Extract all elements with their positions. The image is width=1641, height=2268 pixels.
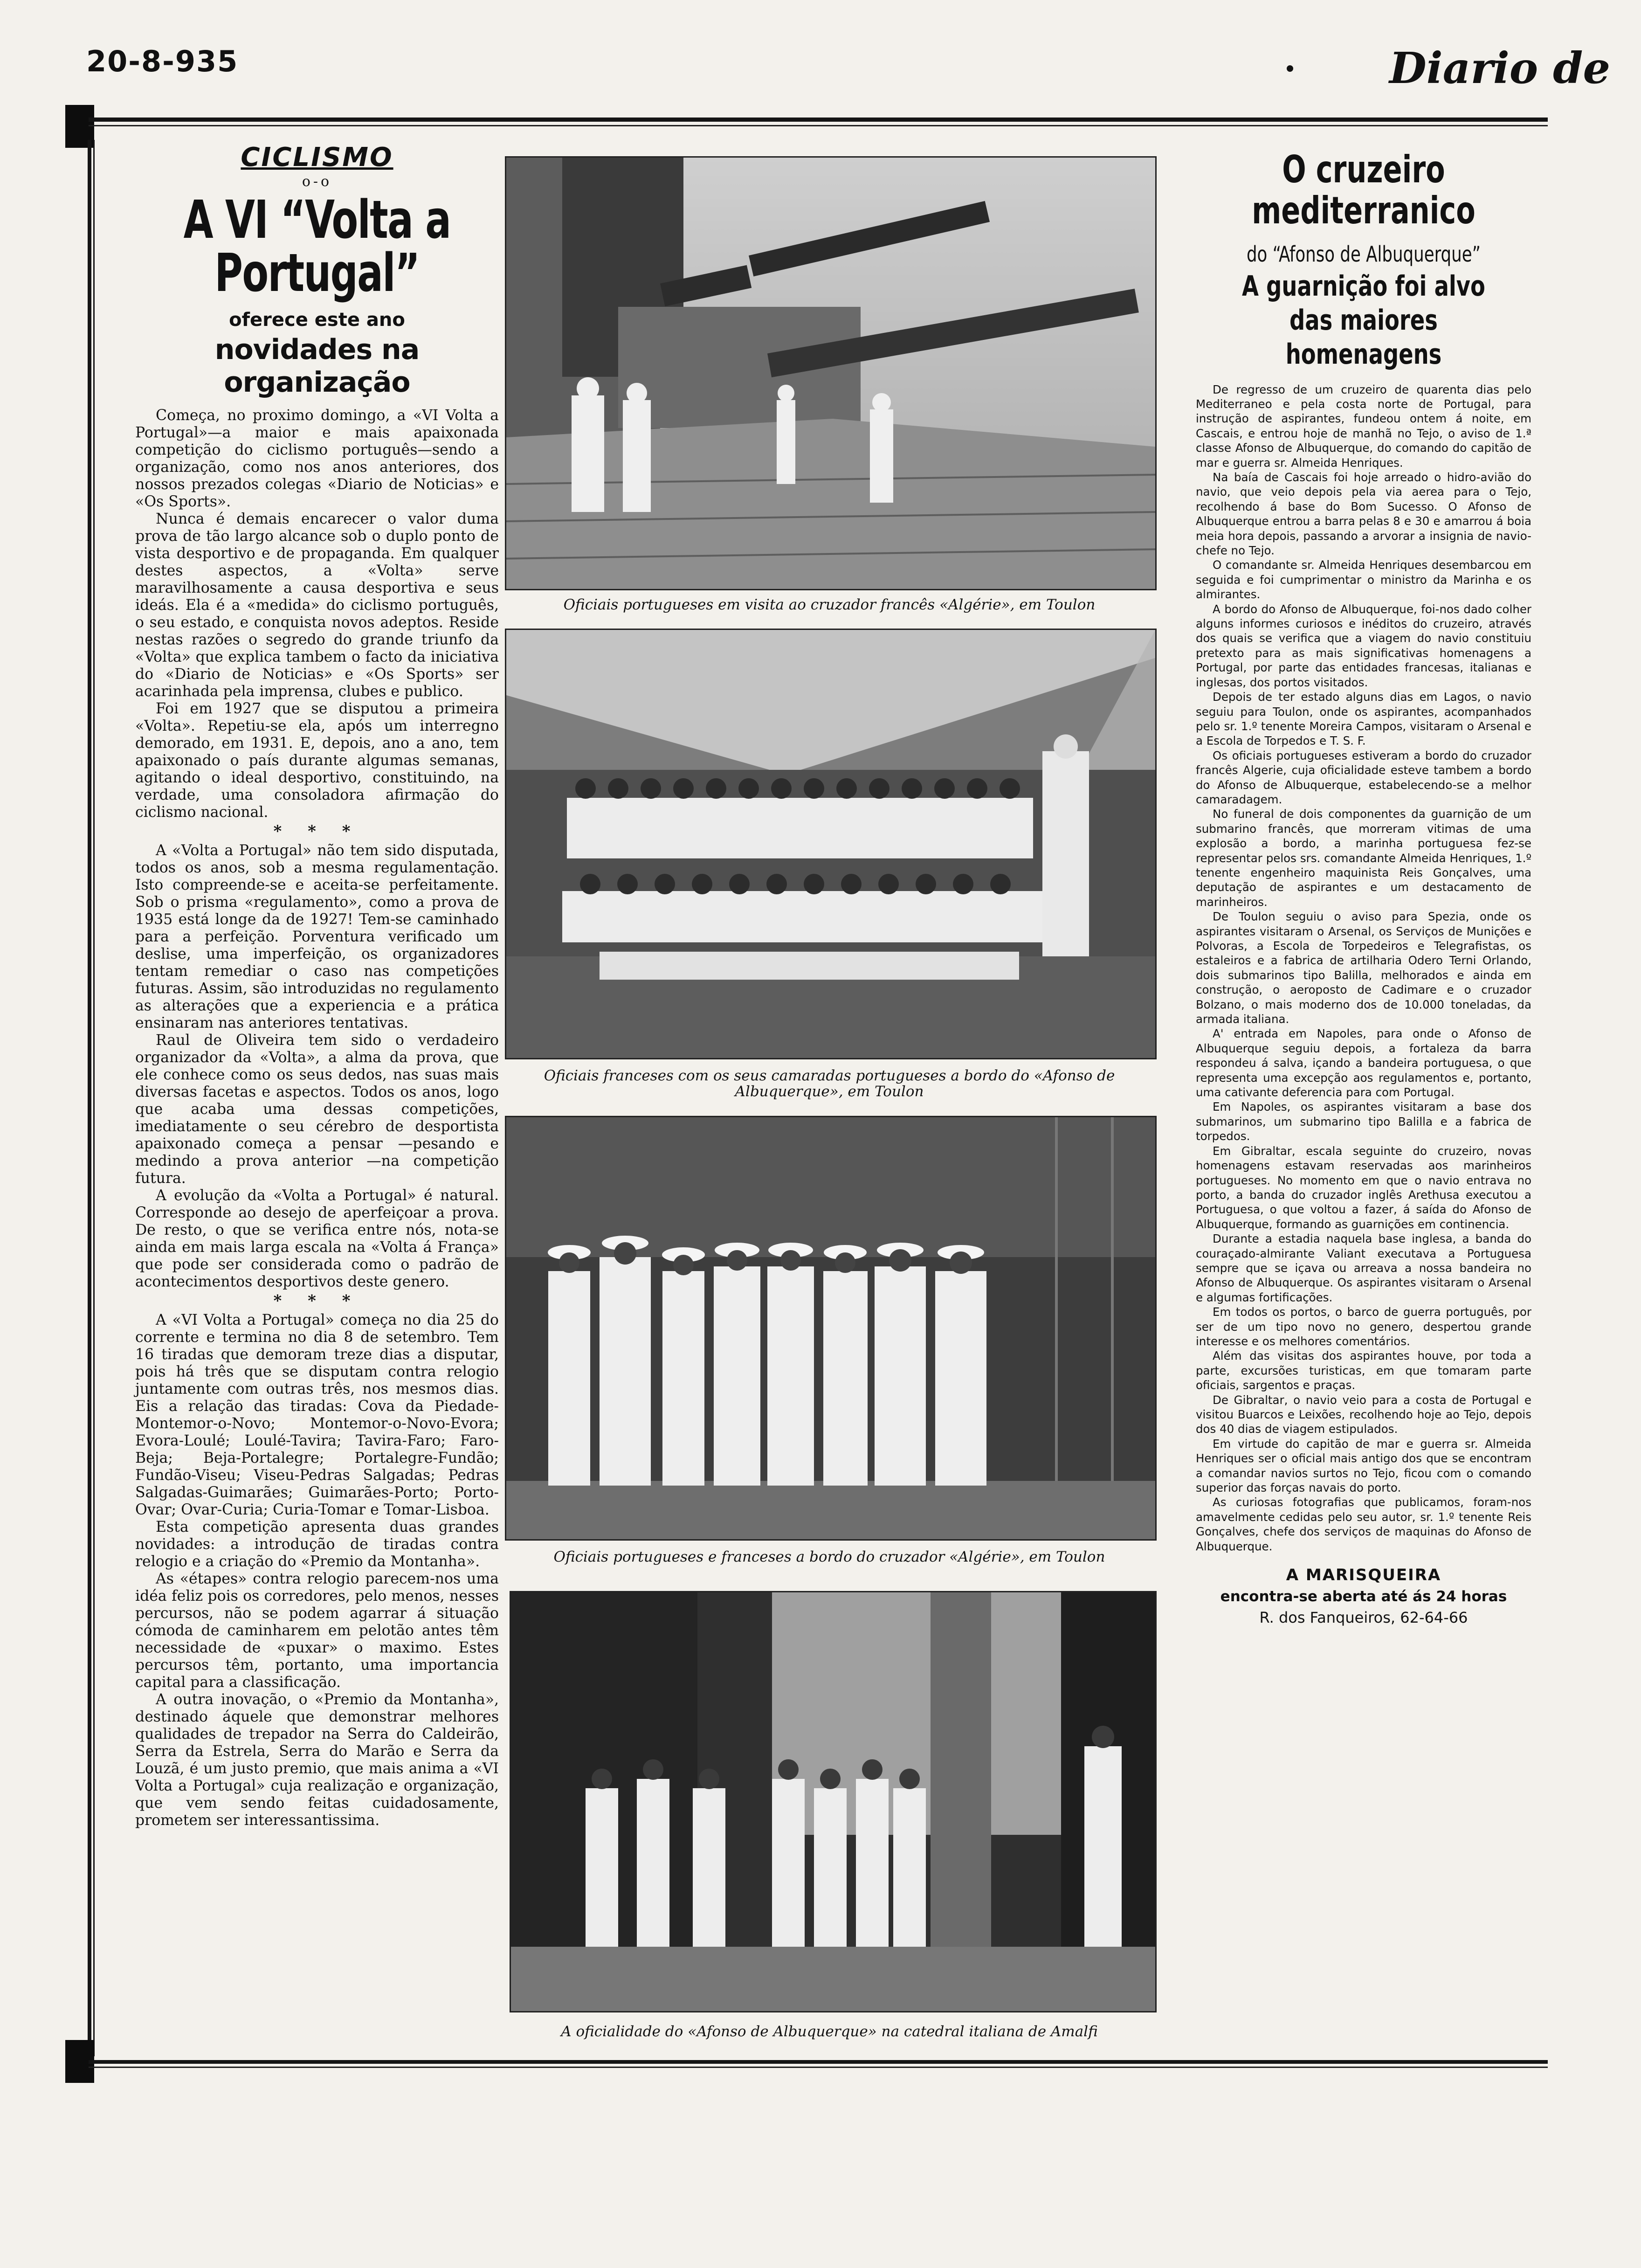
paragraph: Foi em 1927 que se disputou a primeira «Volta». Repetiu-se ela, após um interregno demorado, em 1931. E, depois, ano a ano, tem apaixonado o país durante algumas semanas, agitando o ideal desportivo, constituindo, na verdade, uma consoladora afirmação do ciclismo nacional. [135, 700, 499, 821]
paragraph: Os oficiais portugueses estiveram a bordo do cruzador francês Algerie, cuja oficialidade esteve tambem a bordo do Afonso de Albuquerque, estabelecendo-se a melhor camaradagem. [1196, 748, 1531, 806]
paragraph: A «VI Volta a Portugal» começa no dia 25 do corrente e termina no dia 8 de setembro. Tem 16 tiradas que demoram treze dias a disputar, pois há três que se disputam contra relogio juntamente com outras três, nos mesmos dias. Eis a relação das tiradas: Cova da Piedade-Montemor-o-Novo; Montemor-o-Novo-Evora; Evora-Loulé; Loulé-Tavira; Tavira-Faro; Faro-Beja; Beja-Portalegre; Portalegre-Fundão; Fundão-Viseu; Viseu-Pedras Salgadas; Pedras Salgadas-Guimarães; Guimarães-Porto; Porto-Ovar; Ovar-Curia; Curia-Tomar e Tomar-Lisboa. [135, 1312, 499, 1519]
ad-address: R. dos Fanqueiros, 62-64-66 [1259, 1609, 1468, 1627]
ad-hours: encontra-se aberta até ás 24 horas [1220, 1588, 1507, 1605]
paragraph: A outra inovação, o «Premio da Montanha», destinado áquele que demonstrar melhores qualidades de trepador na Serra do Caldeirão, Serra da Estrela, Serra do Marão e Serra da Louzã, é um justo premio, que mais anima a «VI Volta a Portugal» cuja realização e organização, que vem sendo feitas cuidadosamente, prometem ser interessantissima. [135, 1691, 499, 1829]
top-rule [89, 118, 1548, 122]
article-headline-secondary: A guarnição foi alvo das maiores homenagens [1242, 270, 1485, 371]
paragraph: Nunca é demais encarecer o valor duma prova de tão largo alcance sob o duplo ponto de vista desportivo e de propaganda. Em qualquer destes aspectos, a «Volta» serve maravilhosamente a causa desportiva e seus ideás. Ela é a «medida» do ciclismo português, o seu estado, e conquista novos adeptos. Reside nestas razões o segredo do grande triunfo da «Volta» que explica tambem o facto da iniciativa do «Diario de Noticias» e «Os Sports» ser acarinhada pela imprensa, clubes e publico. [135, 511, 499, 700]
paragraph: De Toulon seguiu o aviso para Spezia, onde os aspirantes visitaram o Arsenal, os Serviços de Munições e Polvoras, a Escola de Torpedeiros e Telegrafistas, os estaleiros e a fabrica de artilharia Odero Terni Orlando, dois submarinos tipo Balilla, melhorados e ainda em construção, o aeroposto de Cadimare e o cruzador Bolzano, o mais moderno dos de 10.000 toneladas, da armada italiana. [1196, 910, 1531, 1026]
photo-officers-lineup [505, 1116, 1157, 1541]
photo-cruiser-deck [505, 156, 1157, 590]
bottom-rule-thin [89, 2067, 1548, 2068]
photo-group-under-awning [505, 629, 1157, 1059]
top-rule-thin [89, 125, 1548, 126]
advertisement [1196, 1566, 1531, 1626]
ornament: o-o [302, 173, 332, 190]
bottom-rule [89, 2060, 1548, 2064]
paragraph: Em Napoles, os aspirantes visitaram a base dos submarinos, um submarino tipo Balilla e a fabrica de torpedos. [1196, 1100, 1531, 1143]
left-vertical-rule [88, 140, 91, 2056]
left-vertical-rule-thin [93, 140, 95, 2056]
section-stars: * * * [273, 822, 361, 841]
photo-caption: Oficiais portugueses e franceses a bordo do cruzador «Algérie», em Toulon [553, 1549, 1105, 1565]
paragraph: Raul de Oliveira tem sido o verdadeiro organizador da «Volta», a alma da prova, que ele conhece como os seus dedos, nas suas mais diversas facetas e aspectos. Todos os anos, logo que acaba uma dessas competições, imediatamente o seu cérebro de desportista apaixonado começa a pensar —pesando e medindo a prova anterior —na competição futura. [135, 1032, 499, 1187]
paragraph: Esta competição apresenta duas grandes novidades: a introdução de tiradas contra relogio e a criação do «Premio da Montanha». [135, 1519, 499, 1570]
article-subhead-large: novidades na organização [214, 333, 420, 399]
article-subhead: do “Afonso de Albuquerque” [1246, 242, 1481, 267]
paragraph: As curiosas fotografias que publicamos, foram-nos amavelmente cedidas pelo seu autor, sr. 1.º tenente Reis Gonçalves, chefe dos serviços de maquinas do Afonso de Albuquerque. [1196, 1495, 1531, 1553]
navy-cruise-article [1196, 149, 1531, 1626]
issue-date: 20-8-935 [86, 44, 239, 78]
article-body [135, 407, 499, 1829]
paragraph: A' entrada em Napoles, para onde o Afonso de Albuquerque seguiu depois, a fortaleza da barra respondeu á salva, içando a bandeira portuguesa, o que representa uma excepção aos regulamentos e, portanto, uma cativante deferencia para com Portugal. [1196, 1027, 1531, 1099]
paragraph: A bordo do Afonso de Albuquerque, foi-nos dado colher alguns informes curiosos e inéditos do cruzeiro, através dos quais se verifica que a viagem do navio constituiu pretexto para as mais significativas homenagens a Portugal, por parte das entidades francesas, italianas e inglesas, dos portos visitados. [1196, 602, 1531, 689]
photo-caption: Oficiais portugueses em visita ao cruzador francês «Algérie», em Toulon [563, 596, 1096, 613]
section-label: CICLISMO [241, 142, 393, 173]
paragraph: A «Volta a Portugal» não tem sido disputada, todos os anos, sob a mesma regulamentação. Isto compreende-se e aceita-se perfeitamente. Sob o prisma «regulamento», como a prova de 1935 está longe da de 1927! Tem-se caminhado para a perfeição. Porventura verificado um deslise, uma imperfeição, os organizadores tentam remediar o caso nas competições futuras. Assim, são introduzidas no regulamento as alterações que a experiencia e a prática ensinaram nas anteriores tentativas. [135, 842, 499, 1032]
separator-dot [1287, 65, 1293, 72]
paragraph: Durante a estadia naquela base inglesa, a banda do couraçado-almirante Valiant executava a Portuguesa sempre que se içava ou arreava a nossa bandeira no Afonso de Albuquerque. Os aspirantes visitaram o Arsenal e algumas fortificações. [1196, 1232, 1531, 1304]
article-subhead-small: oferece este ano [229, 309, 405, 331]
paragraph: De Gibraltar, o navio veio para a costa de Portugal e visitou Buarcos e Leixões, recolhendo hoje ao Tejo, depois dos 40 dias de viagem estipulados. [1196, 1393, 1531, 1436]
paragraph: Além das visitas dos aspirantes houve, por toda a parte, excursões turisticas, em que tomaram parte oficiais, sargentos e praças. [1196, 1349, 1531, 1392]
paragraph: Começa, no proximo domingo, a «VI Volta a Portugal»—a maior e mais apaixonada competição do ciclismo português—sendo a organização, como nos anos anteriores, dos nossos prezados colegas «Diario de Noticias» e «Os Sports». [135, 407, 499, 511]
photo-caption: A oficialidade do «Afonso de Albuquerque» na catedral italiana de Amalfi [561, 2023, 1098, 2040]
paragraph: A evolução da «Volta a Portugal» é natural. Corresponde ao desejo de aperfeiçoar a prova. De resto, o que se verifica entre nós, nota-se ainda em mais larga escala na «Volta á França» que pode ser considerada como o padrão de acontecimentos desportivos deste genero. [135, 1187, 499, 1291]
article-headline: A VI “Volta a Portugal” [183, 190, 451, 304]
paragraph: Depois de ter estado alguns dias em Lagos, o navio seguiu para Toulon, onde os aspirantes, acompanhados pelo sr. 1.º tenente Moreira Campos, visitaram o Arsenal e a Escola de Torpedos e T. S. F. [1196, 690, 1531, 748]
paragraph: De regresso de um cruzeiro de quarenta dias pelo Mediterraneo e pela costa norte de Portugal, para instrução de aspirantes, fundeou ontem á noite, em Cascais, e entrou hoje de manhã no Tejo, o aviso de 1.ª classe Afonso de Albuquerque, do comando do capitão de mar e guerra sr. Almeida Henriques. [1196, 382, 1531, 470]
paragraph: No funeral de dois componentes da guarnição de um submarino francês, que morreram vitimas de uma explosão a bordo, a marinha portuguesa fez-se representar pelos srs. comandante Almeida Henriques, 1.º tenente engenheiro maquinista Reis Gonçalves, uma deputação de aspirantes e um destacamento de marinheiros. [1196, 807, 1531, 909]
newspaper-masthead: Diario de [1389, 43, 1611, 93]
paragraph: O comandante sr. Almeida Henriques desembarcou em seguida e foi cumprimentar o ministro da Marinha e os almirantes. [1196, 558, 1531, 602]
paragraph: Em Gibraltar, escala seguinte do cruzeiro, novas homenagens estavam reservadas aos marinheiros portugueses. No momento em que o navio entrava no porto, a banda do cruzador inglês Arethusa executou a Portuguesa, o que voltou a fazer, á saída do Afonso de Albuquerque, formando as guarnições em continencia. [1196, 1144, 1531, 1231]
photo-cathedral-amalfi [510, 1591, 1157, 2012]
paragraph: As «étapes» contra relogio parecem-nos uma idéa feliz pois os corredores, pelo menos, nesses percursos, não se podem agarrar á situação cómoda de caminharem em pelotão antes têm necessidade de «puxar» o maximo. Estes percursos têm, portanto, uma importancia capital para a classificação. [135, 1570, 499, 1691]
ad-name: A MARISQUEIRA [1286, 1566, 1441, 1585]
cycling-article [135, 142, 499, 1829]
article-headline: O cruzeiro mediterranico [1252, 148, 1476, 232]
photo-caption: Oficiais franceses com os seus camaradas portugueses a bordo do «Afonso de Albuquerque», em Toulon [544, 1067, 1115, 1100]
paragraph: Em todos os portos, o barco de guerra português, por ser de um tipo novo no genero, despertou grande interesse e os melhores comentários. [1196, 1305, 1531, 1348]
paragraph: Em virtude do capitão de mar e guerra sr. Almeida Henriques ser o oficial mais antigo dos que se encontram a comandar navios surtos no Tejo, ficou com o comando superior das forças navais do porto. [1196, 1437, 1531, 1495]
paragraph: Na baía de Cascais foi hoje arreado o hidro-avião do navio, que veio depois pela via aerea para o Tejo, recolhendo á base do Bom Sucesso. O Afonso de Albuquerque entrou a barra pelas 8 e 30 e amarrou á boia meia hora depois, passando a arvorar a insignia de navio-chefe no Tejo. [1196, 470, 1531, 558]
section-stars: * * * [273, 1292, 361, 1311]
article-body [1196, 382, 1531, 1554]
